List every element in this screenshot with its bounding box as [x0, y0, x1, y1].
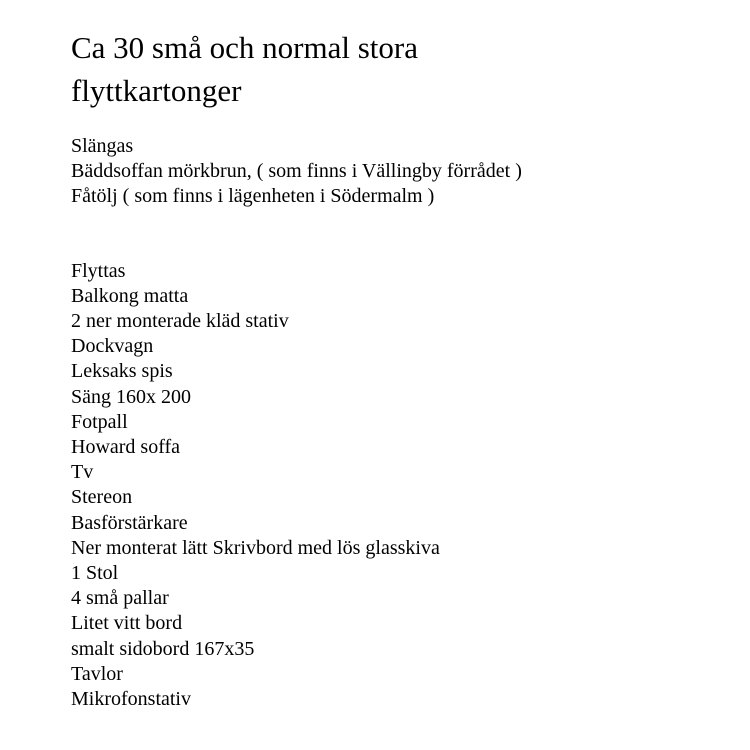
move-item: Fotpall [71, 410, 128, 433]
move-section-title: Flyttas [71, 259, 126, 282]
move-item: Säng 160x 200 [71, 385, 191, 408]
move-item: Balkong matta [71, 284, 189, 307]
discard-item: Fåtölj ( som finns i lägenheten i Södermalm ) [71, 185, 435, 208]
move-item: Howard soffa [71, 436, 181, 459]
heading-line-1: Ca 30 små och normal stora [71, 30, 418, 65]
move-item: 2 ner monterade kläd stativ [71, 310, 289, 333]
move-item: smalt sidobord 167x35 [71, 637, 255, 660]
move-item: Basförstärkare [71, 511, 188, 534]
move-item: Tv [71, 461, 94, 484]
document-page [71, 26, 730, 712]
document-heading [71, 26, 730, 112]
discard-item: Bäddsoffan mörkbrun, ( som finns i Vällingby förrådet ) [71, 160, 522, 183]
move-item: Mikrofonstativ [71, 688, 191, 711]
move-item: Dockvagn [71, 335, 154, 358]
move-item: Tavlor [71, 662, 123, 685]
move-item: Litet vitt bord [71, 612, 183, 635]
move-item: Ner monterat lätt Skrivbord med lös glasskiva [71, 536, 440, 559]
discard-section [71, 134, 730, 210]
heading-line-2: flyttkartonger [71, 73, 242, 108]
move-item: 1 Stol [71, 562, 119, 585]
move-item: 4 små pallar [71, 587, 169, 610]
move-item: Stereon [71, 486, 133, 509]
discard-section-title: Slängas [71, 135, 134, 157]
move-section [71, 259, 730, 713]
move-item: Leksaks spis [71, 360, 173, 383]
